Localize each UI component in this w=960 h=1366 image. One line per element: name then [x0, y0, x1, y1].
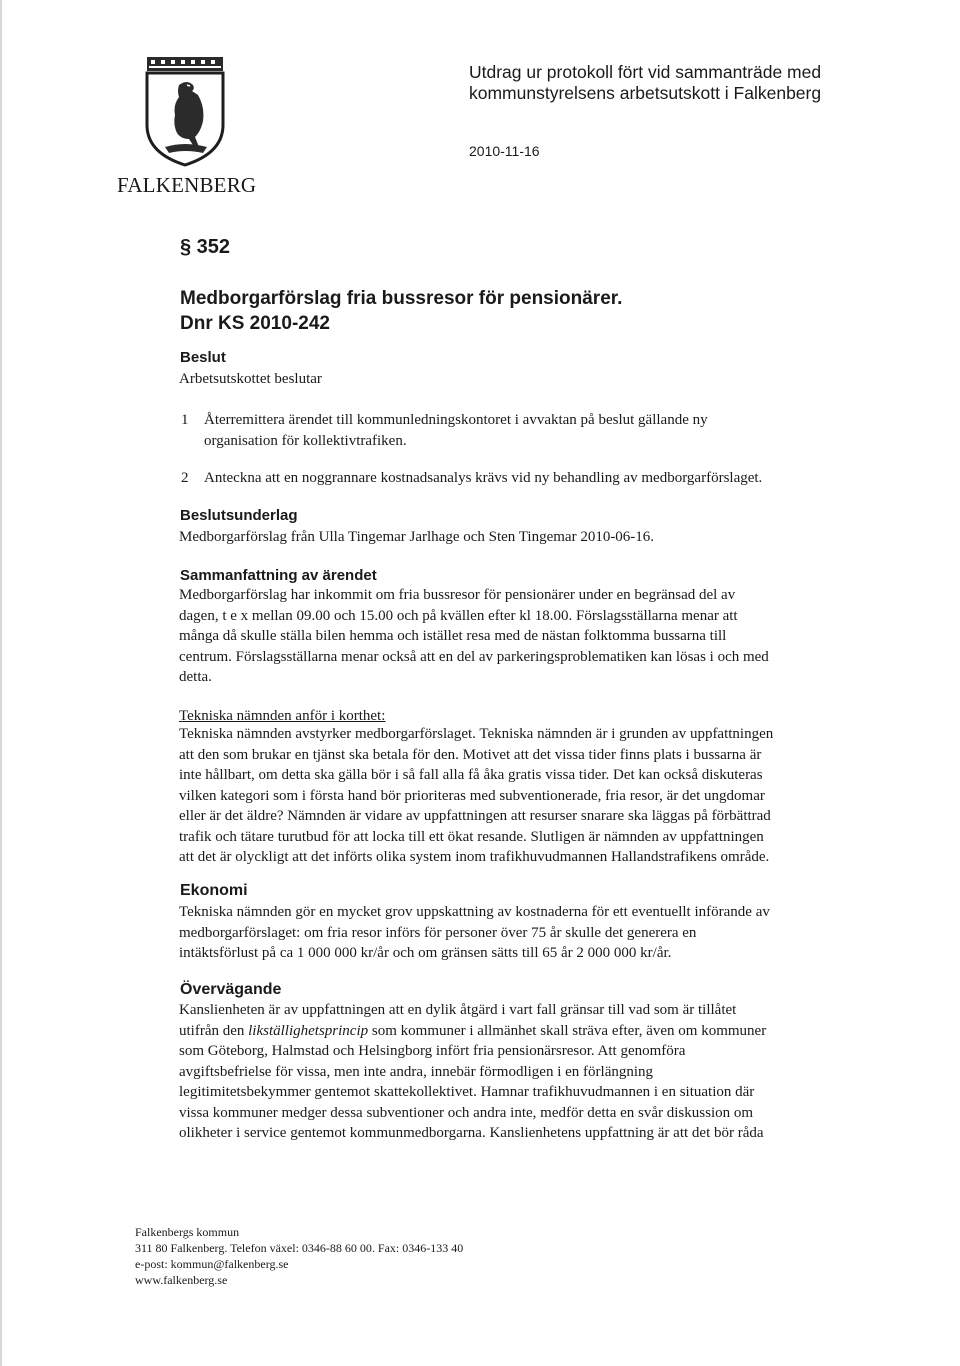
paragraph-line: intäktsförlust på ca 1 000 000 kr/år och om gränsen sätts till 65 år 2 000 000 kr/år. — [179, 945, 672, 961]
section-number: § 352 — [180, 236, 231, 258]
decision-item-text — [204, 410, 708, 451]
protocol-header — [469, 62, 821, 104]
heading-beslutsunderlag: Beslutsunderlag — [180, 507, 298, 524]
paragraph-line: som Göteborg, Halmstad och Helsingborg infört fria pensionärsresor. Att genomföra — [179, 1043, 686, 1059]
footer-website[interactable]: www.falkenberg.se — [135, 1273, 228, 1287]
beslut-intro: Arbetsutskottet beslutar — [179, 371, 322, 387]
header-line: Utdrag ur protokoll fört vid sammanträde med — [469, 62, 822, 82]
header-line: kommunstyrelsens arbetsutskott i Falkenberg — [469, 83, 822, 103]
paragraph-line: många då skulle ställa bilen hemma och istället resa med de nästan folktomma bussarna till — [179, 628, 727, 644]
paragraph-line: att det är olyckligt att det införts olika system inom trafikhuvudmannen Hallandstrafikens område. — [179, 849, 770, 865]
decision-item-line: organisation för kollektivtrafiken. — [204, 432, 407, 449]
paragraph-line: inte hållbart, om detta ska gälla bör i så fall alla få åka gratis vissa tider. Det kan också diskuteras — [179, 767, 763, 783]
paragraph-line: centrum. Förslagsställarna menar också att en del av parkeringsproblematiken kan lösas i och med — [179, 648, 769, 665]
paragraph-line: Tekniska nämnden avstyrker medborgarförslaget. Tekniska nämnden är i grunden av uppfattningen — [179, 726, 774, 742]
paragraph-line: medborgarförslaget: om fria resor införs för personer över 75 år skulle det generera en — [179, 924, 697, 941]
footer-contact — [135, 1224, 463, 1288]
scan-edge — [0, 0, 2, 1366]
emphasized-term: likställighetsprincip — [248, 1022, 369, 1039]
decision-item-text — [204, 468, 762, 489]
decision-item-line: Återremittera ärendet till kommunledningskontoret i avvaktan på beslut gällande ny — [204, 412, 708, 428]
text-run: som kommuner i allmänhet skall sträva efter, även om kommuner — [368, 1022, 767, 1039]
heading-tekniska-namnden: Tekniska nämnden anför i korthet: — [179, 708, 386, 724]
title-line: Dnr KS 2010-242 — [180, 313, 330, 334]
coat-of-arms-logo — [143, 55, 227, 167]
paragraph-line: trafik och tätare turutbud för att locka till ett ökat resande. Slutligen är nämnden av uppfattningen — [179, 828, 764, 845]
paragraph-line: vilken kategori som i första hand bör prioriteras med subventionerade, fria resor, är det ungdomar — [179, 787, 765, 804]
overvagande-paragraph — [179, 1000, 766, 1144]
meeting-date: 2010-11-16 — [469, 143, 540, 159]
heading-beslut: Beslut — [180, 349, 226, 366]
heading-overvagande: Övervägande — [180, 981, 282, 998]
tekniska-paragraph — [179, 724, 773, 868]
decision-item-line: Anteckna att en noggrannare kostnadsanalys krävs vid ny behandling av medborgarförslaget. — [204, 470, 763, 486]
paragraph-line: detta. — [179, 669, 212, 685]
footer-line: Falkenbergs kommun — [135, 1225, 240, 1239]
heading-ekonomi: Ekonomi — [180, 882, 248, 899]
paragraph-line: vissa kommuner medger dessa subventioner och andra inte, medför detta en svår diskussion om — [179, 1104, 754, 1121]
paragraph-line: olikheter i service gentemot kommunmedborgarna. Kanslienhetens uppfattning är att det bör råda — [179, 1125, 764, 1141]
paragraph-line: att den som brukar en tjänst ska betala för den. Motivet att det vissa tider finns plats i bussarna är — [179, 746, 762, 763]
paragraph-line: avgiftsbefrielse för vissa, men inte andra, innebär förmodligen i en förlängning — [179, 1063, 654, 1080]
beslutsunderlag-text: Medborgarförslag från Ulla Tingemar Jarlhage och Sten Tingemar 2010-06-16. — [179, 529, 655, 545]
sammanfattning-paragraph — [179, 585, 769, 688]
paragraph-line: Medborgarförslag har inkommit om fria bussresor för pensionärer under en begränsad del av — [179, 587, 736, 603]
paragraph-line — [179, 1021, 766, 1042]
paragraph-line: eller är det äldre? Nämnden är vidare av uppfattningen att resurser snarare ska läggas på förbättrad — [179, 808, 771, 824]
footer-email[interactable]: e-post: kommun@falkenberg.se — [135, 1257, 289, 1271]
document-title — [180, 286, 622, 336]
paragraph-line: Tekniska nämnden gör en mycket grov uppskattning av kostnaderna för ett eventuellt införande av — [179, 904, 770, 920]
decision-item-number: 1 — [181, 412, 189, 428]
title-line: Medborgarförslag fria bussresor för pensionärer. — [180, 288, 623, 309]
footer-line: 311 80 Falkenberg. Telefon växel: 0346-88 60 00. Fax: 0346-133 40 — [135, 1241, 464, 1255]
paragraph-line: legitimitetsbekymmer gentemot skattekollektivet. Hamnar trafikhuvudmannen i en situation där — [179, 1084, 755, 1100]
decision-item-number: 2 — [181, 470, 189, 486]
ekonomi-paragraph — [179, 902, 770, 964]
heading-sammanfattning: Sammanfattning av ärendet — [180, 567, 377, 584]
paragraph-line: Kanslienheten är av uppfattningen att en dylik åtgärd i vart fall gränsar till vad som är tillåtet — [179, 1002, 737, 1018]
paragraph-line: dagen, t e x mellan 09.00 och 15.00 och på kvällen efter kl 18.00. Förslagsställarna menar att — [179, 607, 738, 624]
text-run: utifrån den — [179, 1022, 249, 1039]
org-name: FALKENBERG — [117, 173, 257, 197]
